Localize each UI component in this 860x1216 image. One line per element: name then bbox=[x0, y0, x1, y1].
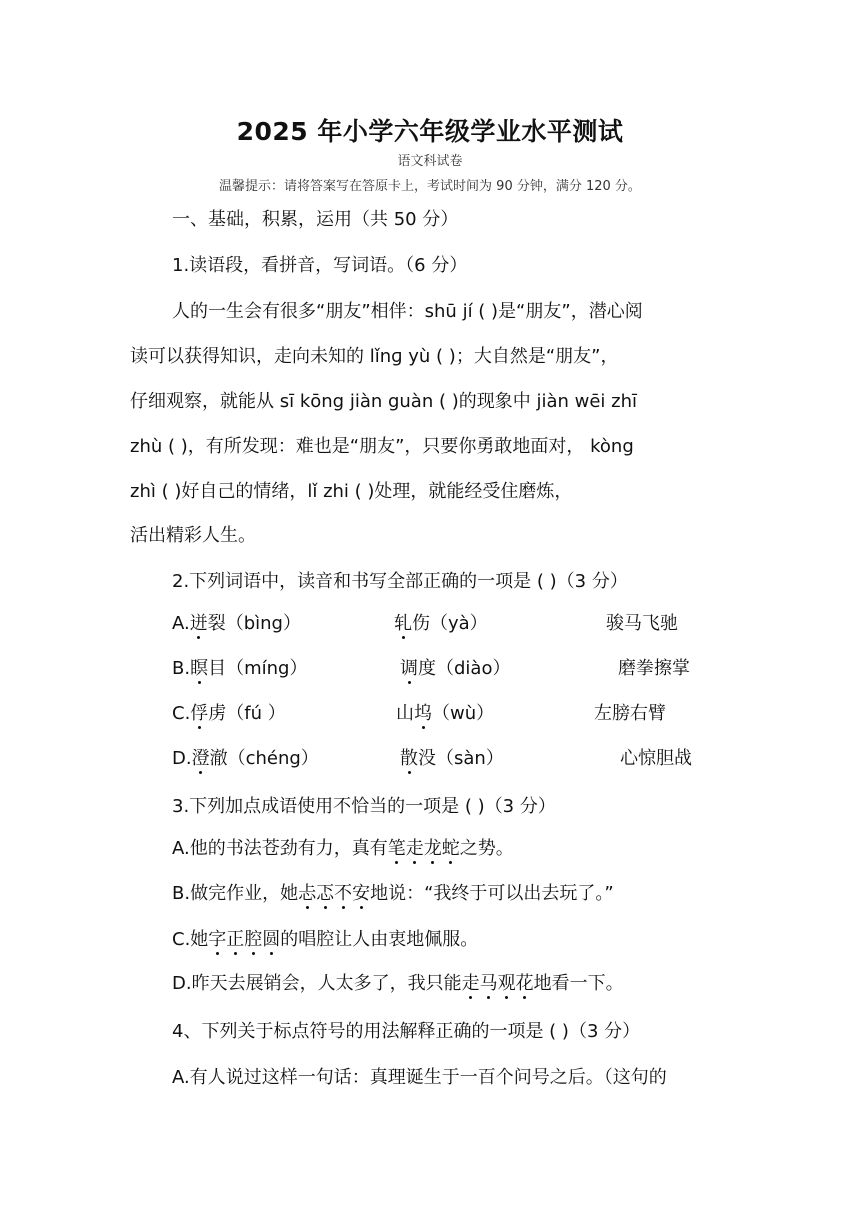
dotted-char: 忐 bbox=[298, 883, 317, 904]
question-3-option-c: C.她字正腔圆的唱腔让人由衷地佩服。 bbox=[172, 929, 479, 950]
dotted-char: 腔 bbox=[244, 929, 263, 950]
dotted-char: 散 bbox=[400, 748, 418, 769]
question-1-stem: 1.读语段，看拼音，写词语。（6 分） bbox=[172, 255, 468, 276]
dotted-char: 龙 bbox=[423, 838, 442, 859]
section-heading: 一、基础，积累，运用（共 50 分） bbox=[172, 209, 459, 230]
question-2-option-d: D.澄澈（chéng） 散没（sàn） 心惊胆战 bbox=[172, 748, 692, 769]
dotted-char: 轧 bbox=[394, 613, 412, 634]
question-1-line: 仔细观察，就能从 sī kōng jiàn guàn ( )的现象中 jiàn wēi zhī bbox=[130, 391, 637, 412]
dotted-char: 走 bbox=[405, 838, 424, 859]
question-2-option-a: A.迸裂（bìng） 轧伤（yà） 骏马飞驰 bbox=[172, 613, 678, 634]
question-4-stem: 4、下列关于标点符号的用法解释正确的一项是 ( )（3 分） bbox=[172, 1021, 641, 1042]
dotted-char: 花 bbox=[515, 973, 534, 994]
dotted-char: 圆 bbox=[262, 929, 281, 950]
dotted-char: 字 bbox=[208, 929, 227, 950]
dotted-char: 正 bbox=[226, 929, 245, 950]
question-4-option-a: A.有人说过这样一句话：真理诞生于一百个问号之后。（这句的 bbox=[172, 1067, 667, 1088]
dotted-char: 蛇 bbox=[441, 838, 460, 859]
question-2-option-c: C.俘虏（fú ） 山坞（wù） 左膀右臂 bbox=[172, 703, 666, 724]
dotted-char: 瞑 bbox=[190, 658, 209, 679]
question-2-stem: 2.下列词语中，读音和书写全部正确的一项是 ( )（3 分） bbox=[172, 571, 628, 592]
question-1-line: 读可以获得知识，走向未知的 lǐnɡ yù ( )；大自然是“朋友”， bbox=[130, 346, 619, 367]
question-3-option-d: D.昨天去展销会，人太多了，我只能走马观花地看一下。 bbox=[172, 973, 624, 994]
dotted-char: 观 bbox=[497, 973, 516, 994]
question-3-option-a: A.他的书法苍劲有力，真有笔走龙蛇之势。 bbox=[172, 838, 514, 859]
question-3-stem: 3.下列加点成语使用不恰当的一项是 ( )（3 分） bbox=[172, 796, 556, 817]
dotted-char: 马 bbox=[479, 973, 498, 994]
dotted-char: 安 bbox=[352, 883, 371, 904]
question-2-option-b: B.瞑目（míng） 调度（diào） 磨拳擦掌 bbox=[172, 658, 690, 679]
dotted-idiom bbox=[298, 883, 370, 904]
page-title: 2025 年小学六年级学业水平测试 bbox=[236, 117, 624, 146]
dotted-idiom bbox=[388, 838, 460, 859]
question-3-option-b: B.做完作业，她忐忑不安地说：“我终于可以出去玩了。” bbox=[172, 883, 614, 904]
dotted-char: 俘 bbox=[190, 703, 209, 724]
dotted-idiom bbox=[462, 973, 534, 994]
dotted-char: 笔 bbox=[387, 838, 406, 859]
question-1-line: zhù ( )，有所发现：难也是“朋友”，只要你勇敢地面对， kòng bbox=[130, 436, 634, 457]
dotted-idiom bbox=[208, 929, 280, 950]
dotted-char: 迸 bbox=[189, 613, 208, 634]
dotted-char: 忑 bbox=[316, 883, 335, 904]
exam-tip: 温馨提示：请将答案写在答原卡上，考试时间为 90 分钟，满分 120 分。 bbox=[219, 179, 641, 194]
dotted-char: 澄 bbox=[191, 748, 210, 769]
dotted-char: 不 bbox=[334, 883, 353, 904]
dotted-char: 走 bbox=[461, 973, 480, 994]
page-subtitle: 语文科试卷 bbox=[397, 154, 463, 169]
dotted-char: 坞 bbox=[414, 703, 432, 724]
question-1-line: 活出精彩人生。 bbox=[130, 525, 256, 546]
question-1-line: 人的一生会有很多“朋友”相伴：shū jí ( )是“朋友”，潜心阅 bbox=[172, 301, 643, 322]
dotted-char: 调 bbox=[400, 658, 418, 679]
question-1-line: zhì ( )好自己的情绪，lǐ zhi ( )处理，就能经受住磨炼， bbox=[130, 481, 573, 502]
